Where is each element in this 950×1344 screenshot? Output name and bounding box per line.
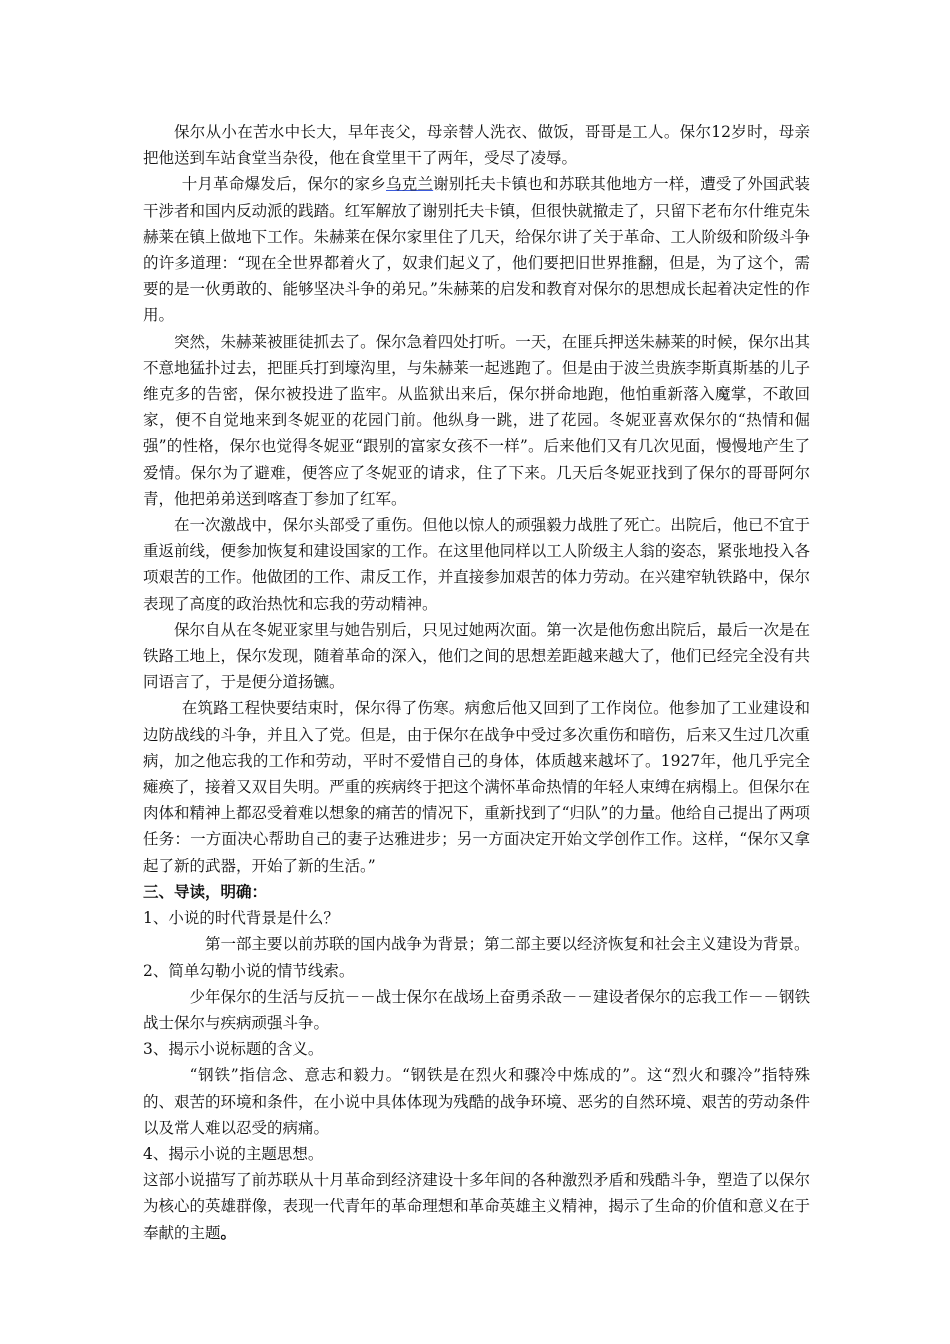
section-heading: 三、导读，明确： xyxy=(143,882,268,901)
answer-4-period: 。 xyxy=(220,1222,237,1242)
ukraine-link[interactable]: 乌克兰 xyxy=(386,175,434,194)
answer-1: 第一部主要以前苏联的国内战争为背景；第二部主要以经济恢复和社会主义建设为背景。 xyxy=(205,935,810,954)
paragraph-injury: 在一次激战中，保尔头部受了重伤。但他以惊人的顽强毅力战胜了死亡。出院后，他已不宜于重返前线，便参加恢复和建设国家的工作。在这里他同样以工人阶级主人翁的姿态，紧张地投入各项艰苦的工作。他做团的工作、肃反工作，并直接参加艰苦的体力劳动。在兴建窄轨铁路中，保尔表现了高度的政治热忱和忘我的劳动精神。 xyxy=(143,516,810,613)
answer-3: “钢铁”指信念、意志和毅力。“钢铁是在烈火和骤冷中炼成的”。这“烈火和骤冷”指特殊的、艰苦的环境和条件，在小说中具体体现为残酷的战争环境、恶劣的自然环境、艰苦的劳动条件以及常人难以忍受的病痛。 xyxy=(143,1066,810,1137)
answer-4 xyxy=(143,1167,810,1246)
paragraph-text: 十月革命爆发后，保尔的家乡 xyxy=(181,175,386,194)
paragraph-illness: 在筑路工程快要结束时，保尔得了伤寒。病愈后他又回到了工作岗位。他参加了工业建设和边防战线的斗争，并且入了党。但是，由于保尔在战争中受过多次重伤和暗伤，后来又生过几次重病，加之他忘我的工作和劳动，平时不爱惜自己的身体，体质越来越坏了。1927年，他几乎完全瘫痪了，接着又双目失明。严重的疾病终于把这个满怀革命热情的年轻人束缚在病榻上。但保尔在肉体和精神上都忍受着难以想象的痛苦的情况下，重新找到了“归队”的力量。他给自己提出了两项任务：一方面决心帮助自己的妻子达雅进步；另一方面决定开始文学创作工作。这样，“保尔又拿起了新的武器，开始了新的生活。” xyxy=(143,699,810,875)
answer-2: 少年保尔的生活与反抗－－战士保尔在战场上奋勇杀敌－－建设者保尔的忘我工作－－钢铁战士保尔与疾病顽强斗争。 xyxy=(143,987,810,1032)
paragraph-tonya: 保尔自从在冬妮亚家里与她告别后，只见过她两次面。第一次是他伤愈出院后，最后一次是在铁路工地上，保尔发现，随着革命的深入，他们之间的思想差距越来越大了，他们已经完全没有共同语言了，于是便分道扬镳。 xyxy=(143,620,810,692)
paragraph-escape: 突然，朱赫莱被匪徒抓去了。保尔急着四处打听。一天，在匪兵押送朱赫莱的时候，保尔出其不意地猛扑过去，把匪兵打到壕沟里，与朱赫莱一起逃跑了。但是由于波兰贵族李斯真斯基的儿子维克多的告密，保尔被投进了监牢。从监狱出来后，保尔拼命地跑，他怕重新落入魔掌，不敢回家，便不自觉地来到冬妮亚的花园门前。他纵身一跳，进了花园。冬妮亚喜欢保尔的“热情和倔强”的性格，保尔也觉得冬妮亚“跟别的富家女孩不一样”。后来他们又有几次见面，慢慢地产生了爱情。保尔为了避难，便答应了冬妮亚的请求，住了下来。几天后冬妮亚找到了保尔的哥哥阿尔青，他把弟弟送到喀查丁参加了红军。 xyxy=(143,332,810,508)
question-4: 4、揭示小说的主题思想。 xyxy=(143,1144,324,1163)
question-1: 1、小说的时代背景是什么？ xyxy=(143,909,339,928)
paragraph-childhood: 保尔从小在苦水中长大，早年丧父，母亲替人洗衣、做饭，哥哥是工人。保尔12岁时，母亲把他送到车站食堂当杂役，他在食堂里干了两年，受尽了凌辱。 xyxy=(143,123,810,168)
document-body xyxy=(143,119,810,1246)
paragraph-text: 谢别托夫卡镇也和苏联其他地方一样，遭受了外国武装干涉者和国内反动派的践踏。红军解放了谢别托夫卡镇，但很快就撤走了，只留下老布尔什维克朱赫莱在镇上做地下工作。朱赫莱在保尔家里住了几天，给保尔讲了关于革命、工人阶级和阶级斗争的许多道理：“现在全世界都着火了，奴隶们起义了，他们要把旧世界推翻，但是，为了这个，需要的是一伙勇敢的、能够坚决斗争的弟兄。”朱赫莱的启发和教育对保尔的思想成长起着决定性的作用。 xyxy=(143,175,810,325)
question-2: 2、简单勾勒小说的情节线索。 xyxy=(143,961,355,980)
paragraph-october-revolution xyxy=(143,171,810,328)
question-3: 3、揭示小说标题的含义。 xyxy=(143,1040,324,1059)
answer-4-text: 这部小说描写了前苏联从十月革命到经济建设十多年间的各种激烈矛盾和残酷斗争，塑造了以保尔为核心的英雄群像，表现一代青年的革命理想和革命英雄主义精神，揭示了生命的价值和意义在于奉献的主题 xyxy=(143,1171,810,1242)
